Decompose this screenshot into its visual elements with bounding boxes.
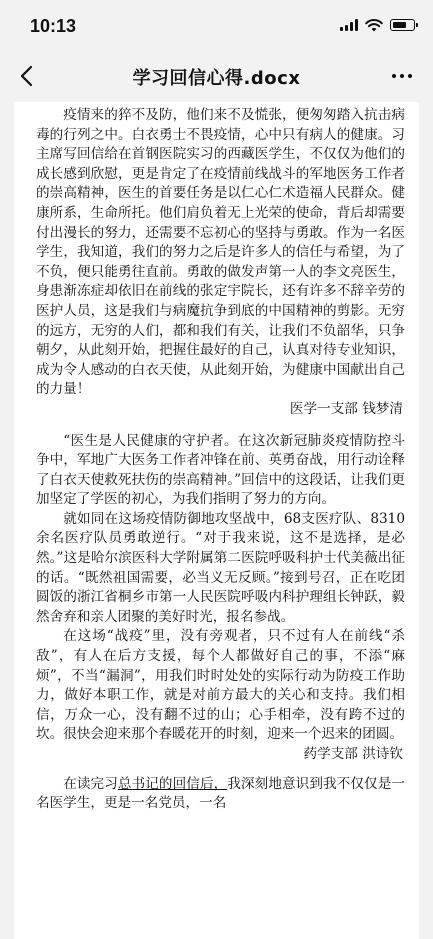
paragraph-text: 我深刻地意识到我不仅仅是一名医学生，更是一名党员，一名 bbox=[36, 775, 405, 812]
status-icons bbox=[340, 18, 415, 32]
more-button[interactable] bbox=[385, 62, 419, 90]
signature: 医学一支部 钱梦清 bbox=[289, 400, 403, 417]
battery-icon bbox=[390, 19, 415, 31]
underlined-text: 总书记的回信后， bbox=[117, 775, 228, 792]
paragraph: 就如同在这场疫情防御地攻坚战中，68支医疗队、8310余名医疗队员勇敢逆行。“对于我来说，这不是选择，是必然。”这是哈尔滨医科大学附属第二医院呼吸科护士代美薇出征的话。“既然祖国需要，必当义无反顾。”接到号召，正在吃团圆饭的浙江省桐乡市第一人民医院呼吸内科护理组长钟跃，毅然舍弃和亲人团聚的美好时光，报名参战。 bbox=[36, 510, 405, 625]
paragraph: 在这场“战疫”里，没有旁观者，只不过有人在前线“杀敌”，有人在后方支援，每个人都做好自己的事，不添“麻烦”，不当“漏洞”，用我们时时处处的实际行动为防疫工作助力，做好本职工作，就是对前方最大的关心和支持。我们相信，万众一心，没有翻不过的山；心手相牵，没有跨不过的坎。很快会迎来那个春暖花开的时刻，迎来一个迟来的团圆。 bbox=[36, 628, 405, 743]
document-title: 学习回信心得.docx bbox=[132, 68, 301, 89]
paragraph: 疫情来的猝不及防，他们来不及慌张，便匆匆踏入抗击病毒的行列之中。白衣勇士不畏疫情，心中只有病人的健康。习主席写回信给在首钢医院实习的西藏医学生，不仅仅为他们的成长感到欣慰，更是肯定了在疫情前线战斗的军地医务工作者的崇高精神，医生的首要任务是以仁心仁术造福人民群众。健康所系，生命所托。他们肩负着无上光荣的使命，背后却需要付出漫长的努力，还需要不忘初心的坚持与勇敢。作为一名医学生，我知道，我们的努力之后是许多人的信任与希望，为了不负，便只能勇往直前。勇敢的做发声第一人的李文亮医生，身患渐冻症却依旧在前线的张定宇院长，还有许多不辞辛劳的医护人员，这是我们与病魔抗争到底的中国精神的剪影。无穷的远方，无穷的人们，都和我们有关，让我们不负韶华，只争朝夕，从此刻开始，把握住最好的自己，认真对待专业知识，成为令人感动的白衣天使，从此刻开始，为健康中国献出自己的力量！ bbox=[36, 107, 405, 398]
nav-bar bbox=[0, 50, 433, 102]
signature: 药学支部 洪诗钦 bbox=[303, 746, 403, 762]
back-button[interactable] bbox=[10, 60, 42, 92]
status-time: 10:13 bbox=[30, 16, 77, 36]
status-bar bbox=[0, 0, 433, 50]
paragraph-text: 在读完习 bbox=[63, 775, 118, 792]
chevron-left-icon bbox=[19, 65, 33, 87]
paragraph-partial bbox=[36, 775, 405, 814]
battery-fill bbox=[393, 22, 406, 28]
more-horizontal-icon bbox=[392, 74, 396, 78]
cellular-signal-icon bbox=[340, 19, 358, 31]
more-horizontal-icon bbox=[408, 74, 412, 78]
document-page[interactable] bbox=[14, 102, 419, 939]
more-horizontal-icon bbox=[400, 74, 404, 78]
wifi-icon bbox=[365, 18, 383, 32]
paragraph: “医生是人民健康的守护者。在这次新冠肺炎疫情防控斗争中，军地广大医务工作者冲锋在前、英勇奋战，用行动诠释了白衣天使救死扶伤的崇高精神。”回信中的这段话，让我们更加坚定了学医的初心，为我们指明了努力的方向。 bbox=[36, 432, 405, 508]
